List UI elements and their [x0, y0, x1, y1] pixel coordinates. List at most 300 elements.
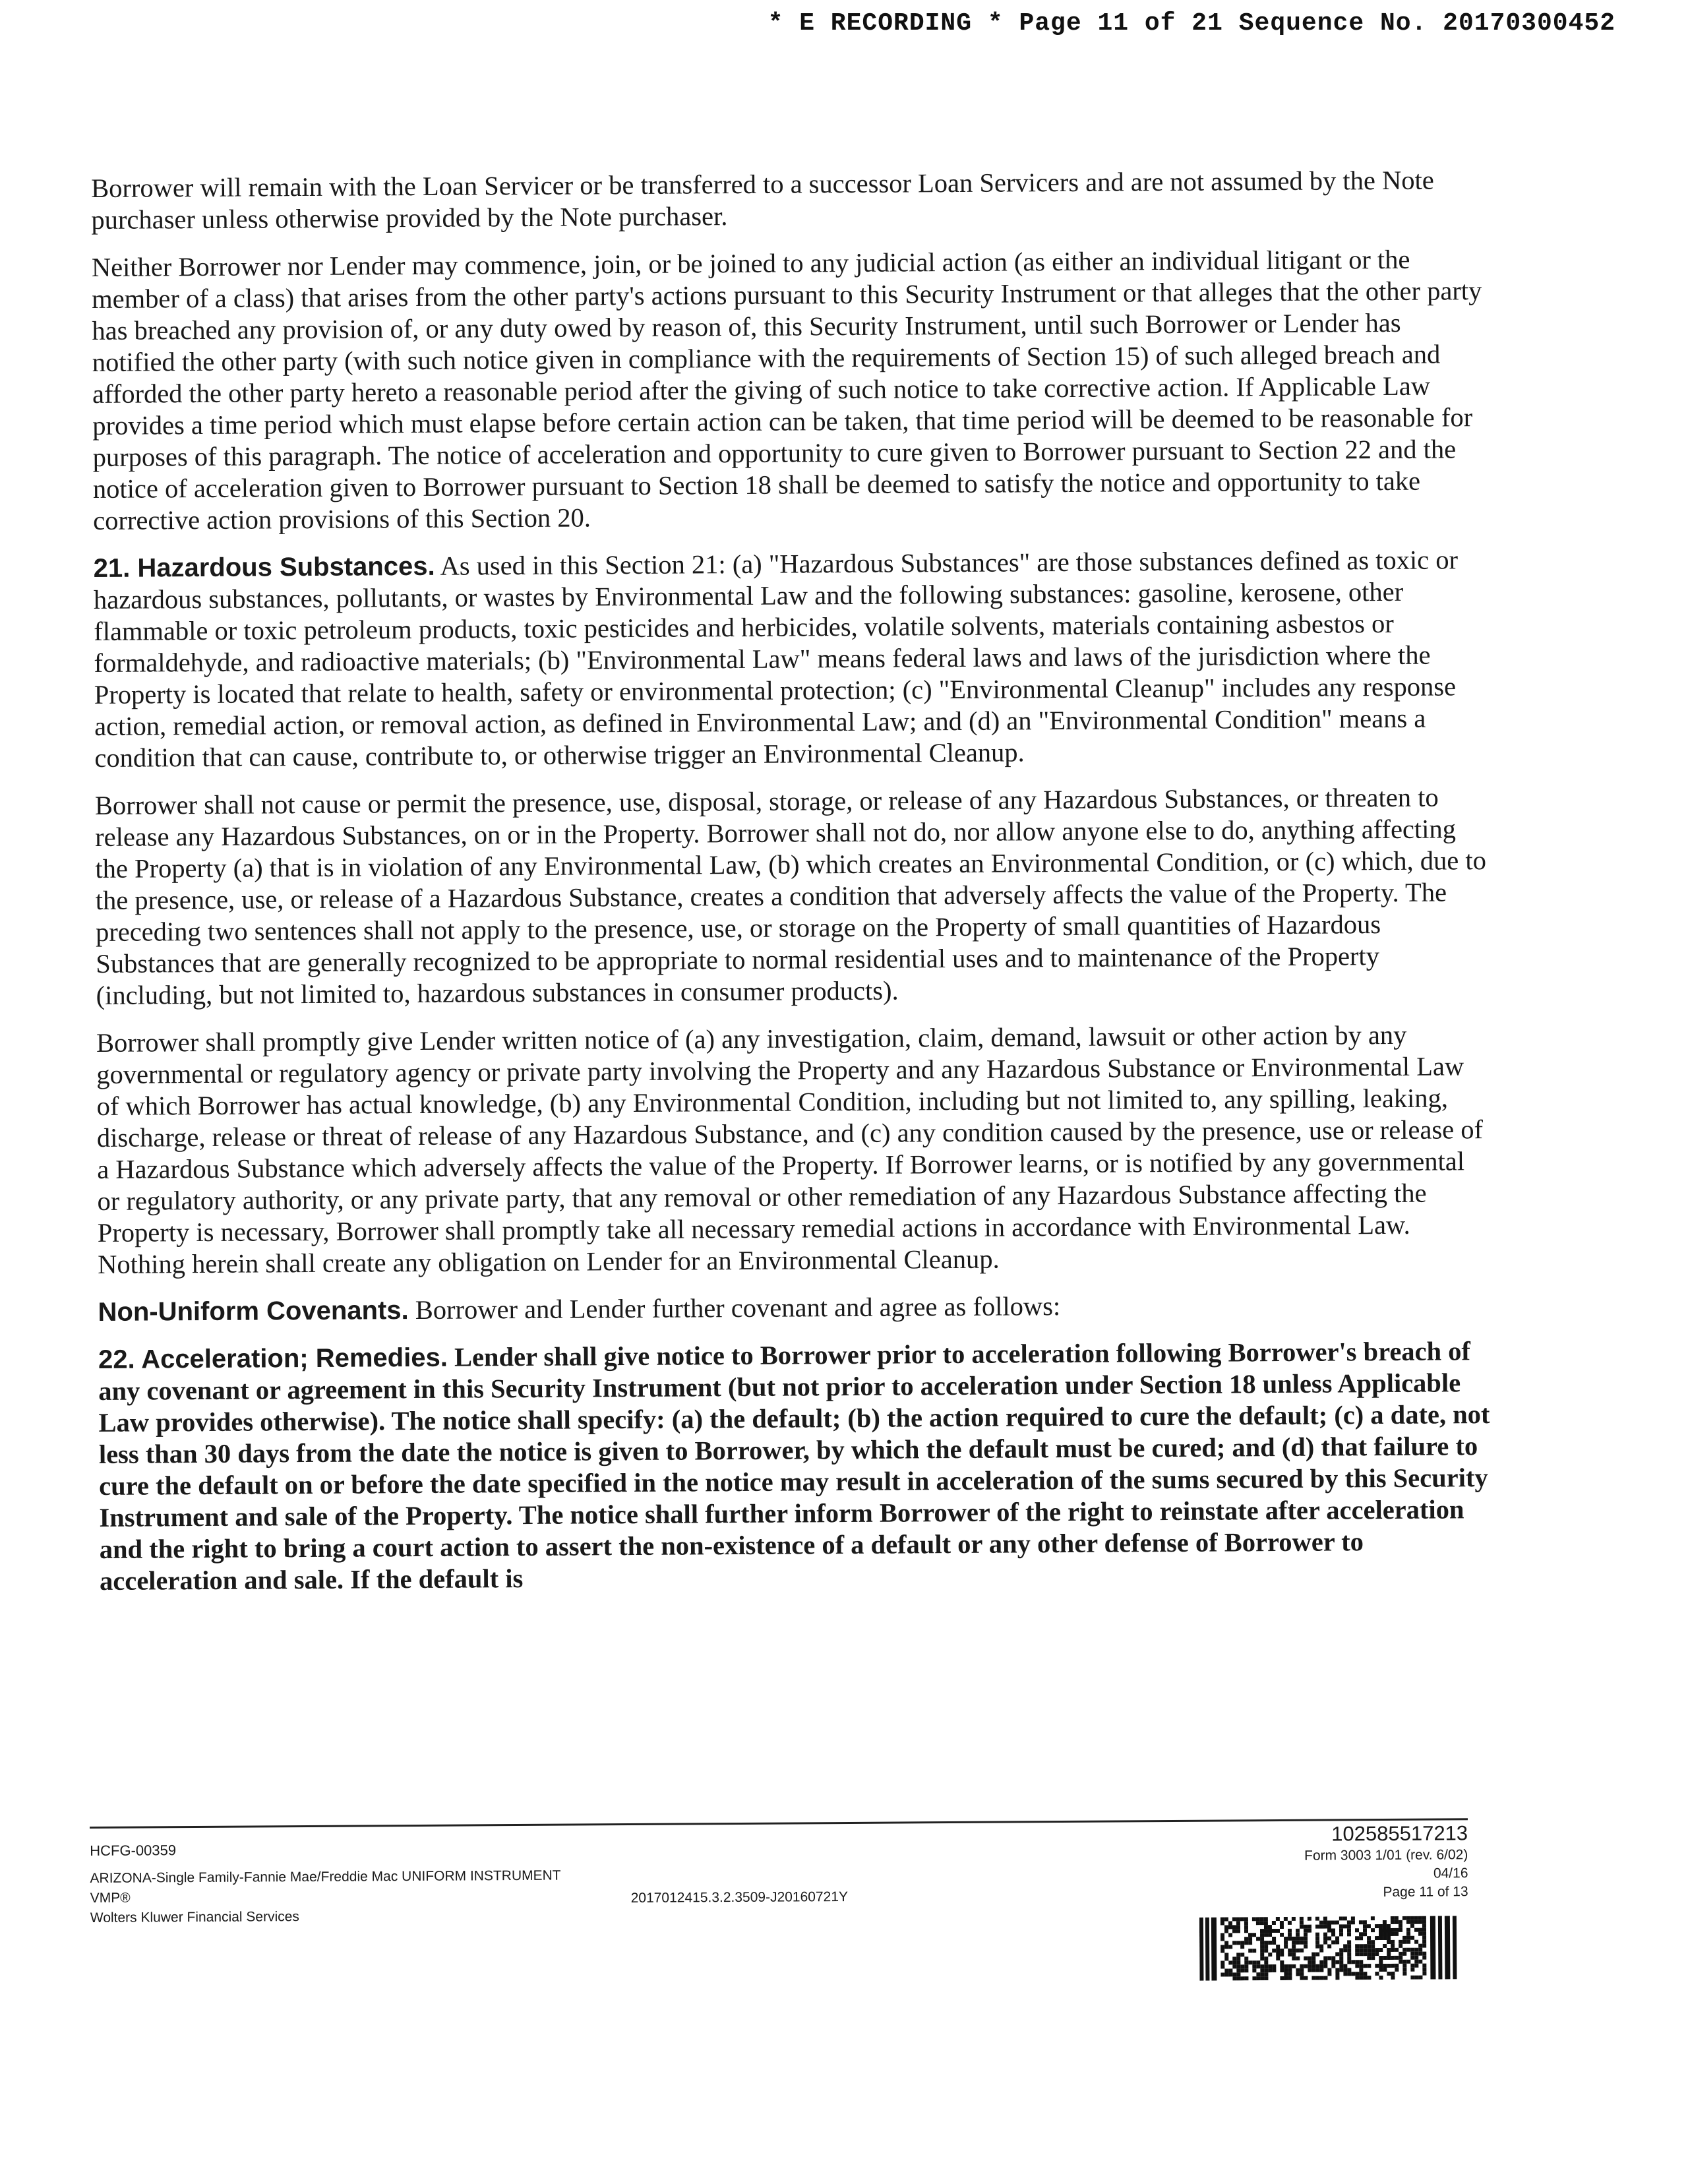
- barcode-cell: [1268, 1964, 1272, 1968]
- barcode-cell: [1383, 1968, 1387, 1972]
- barcode-cell: [1347, 1924, 1351, 1928]
- barcode-cell: [1240, 1941, 1244, 1945]
- page-number: Page 11 of 13: [1383, 1884, 1468, 1900]
- barcode-cell: [1260, 1957, 1264, 1960]
- barcode-cell: [1422, 1936, 1426, 1940]
- barcode-cell: [1410, 1916, 1414, 1920]
- barcode-cell: [1292, 1957, 1296, 1960]
- barcode-bar: [1211, 1918, 1217, 1981]
- barcode-cell: [1371, 1944, 1375, 1948]
- barcode-cell: [1221, 1960, 1224, 1964]
- barcode-cell: [1224, 1941, 1228, 1945]
- barcode-cell: [1228, 1921, 1232, 1925]
- barcode-cell: [1375, 1972, 1379, 1976]
- barcode-cell: [1391, 1928, 1395, 1932]
- barcode-cell: [1355, 1964, 1359, 1968]
- barcode-cell: [1280, 1976, 1284, 1980]
- barcode-cell: [1406, 1936, 1410, 1940]
- form-code: HCFG-00359: [90, 1842, 177, 1859]
- barcode-cell: [1402, 1972, 1406, 1976]
- barcode-cell: [1248, 1960, 1252, 1964]
- barcode-cell: [1331, 1956, 1335, 1960]
- barcode-cell: [1280, 1953, 1284, 1957]
- barcode-cell: [1363, 1928, 1367, 1932]
- barcode-cell: [1300, 1964, 1304, 1968]
- barcode-cell: [1284, 1937, 1288, 1941]
- barcode-cell: [1304, 1945, 1308, 1949]
- barcode-cell: [1387, 1972, 1391, 1976]
- barcode-cell: [1292, 1937, 1296, 1941]
- barcode-cell: [1232, 1917, 1236, 1921]
- barcode-cell: [1343, 1964, 1347, 1968]
- section-22: [98, 1335, 1491, 1597]
- barcode-cell: [1379, 1964, 1383, 1968]
- barcode-cell: [1339, 1948, 1343, 1952]
- paragraph-borrower-shall-not: Borrower shall not cause or permit the presence, use, disposal, storage, or release of any Hazardous Substances, or threaten to release any Hazardous Substances, on or in the Property. Borrower shall not do, nor allow anyone else to do, anything affecting the Property (a) that is in violation of any Environmental Law, (b) which creates an Environmental Condition, or (c) which, due to the presence, use, or release of a Hazardous Substance, creates a condition that adversely affects the value of the Property. The preceding two sentences shall not apply to the presence, use, or storage on the Property of small quantities of Hazardous Substances that are generally recognized to be appropriate to normal residential uses and to maintenance of the Property (including, but not limited to, hazardous substances in consumer products).: [94, 782, 1487, 1010]
- barcode-cell: [1422, 1940, 1426, 1944]
- barcode-cell: [1323, 1921, 1327, 1925]
- barcode-cell: [1224, 1972, 1228, 1976]
- barcode-cell: [1418, 1916, 1422, 1920]
- barcode-cell: [1395, 1916, 1399, 1920]
- barcode-cell: [1224, 1929, 1228, 1933]
- barcode-cell: [1232, 1957, 1236, 1960]
- barcode-cell: [1319, 1945, 1323, 1949]
- barcode-cell: [1323, 1917, 1327, 1921]
- barcode-bar: [1453, 1916, 1457, 1979]
- barcode-cell: [1300, 1949, 1304, 1953]
- barcode-cell: [1296, 1957, 1300, 1960]
- barcode-cell: [1391, 1964, 1395, 1968]
- barcode-cell: [1367, 1940, 1371, 1944]
- document-body: [91, 164, 1491, 1613]
- barcode-cell: [1308, 1917, 1311, 1921]
- barcode-cell: [1256, 1972, 1260, 1976]
- publisher-name: Wolters Kluwer Financial Services: [90, 1909, 299, 1926]
- barcode-cell: [1221, 1964, 1224, 1968]
- barcode-cell: [1387, 1940, 1391, 1944]
- barcode-cell: [1418, 1944, 1422, 1948]
- barcode-cell: [1402, 1936, 1406, 1940]
- barcode-cell: [1236, 1972, 1240, 1976]
- barcode-cell: [1422, 1928, 1426, 1932]
- barcode-cell: [1383, 1924, 1387, 1928]
- barcode-cell: [1248, 1949, 1252, 1953]
- barcode-cell: [1256, 1917, 1260, 1921]
- barcode-cell: [1284, 1968, 1288, 1972]
- barcode-cell: [1410, 1968, 1414, 1972]
- barcode-cell: [1414, 1920, 1418, 1924]
- barcode-cell: [1391, 1976, 1395, 1980]
- barcode-image: [1199, 1916, 1469, 1980]
- barcode-cell: [1276, 1949, 1280, 1953]
- barcode-cell: [1260, 1949, 1264, 1953]
- barcode-cell: [1308, 1964, 1311, 1968]
- barcode-cell: [1308, 1968, 1311, 1972]
- barcode-cell: [1311, 1964, 1315, 1968]
- barcode-cell: [1402, 1948, 1406, 1952]
- barcode-cell: [1315, 1937, 1319, 1941]
- barcode-cell: [1367, 1924, 1371, 1928]
- barcode-cell: [1228, 1972, 1232, 1976]
- barcode-cell: [1335, 1952, 1339, 1956]
- barcode-cell: [1363, 1944, 1367, 1948]
- barcode-cell: [1228, 1968, 1232, 1972]
- barcode-cell: [1379, 1976, 1383, 1980]
- barcode-cell: [1221, 1945, 1224, 1949]
- barcode-cell: [1260, 1972, 1264, 1976]
- barcode-cell: [1387, 1924, 1391, 1928]
- barcode-cell: [1311, 1976, 1315, 1980]
- barcode-cell: [1315, 1941, 1319, 1945]
- barcode-cell: [1406, 1916, 1410, 1920]
- barcode-cell: [1367, 1976, 1371, 1980]
- barcode-cell: [1315, 1945, 1319, 1949]
- barcode-cell: [1260, 1937, 1264, 1941]
- barcode-cell: [1414, 1964, 1418, 1968]
- barcode-cell: [1292, 1941, 1296, 1945]
- barcode-cell: [1304, 1941, 1308, 1945]
- paragraph-judicial-action: Neither Borrower nor Lender may commence, join, or be joined to any judicial action (as either an individual litigant or the member of a class) that arises from the other party's actions pursuant to this Security Instrument or that alleges that the other party has breached any provision of, or any duty owed by reason of, this Security Instrument, until such Borrower or Lender has notified the other party (with such notice given in compliance with the requirements of Section 15) of such alleged breach and afforded the other party hereto a reasonable period after the giving of such notice to take corrective action. If Applicable Law provides a time period which must elapse before certain action can be taken, that time period will be deemed to be reasonable for purposes of this paragraph. The notice of acceleration and opportunity to cure given to Borrower pursuant to Section 22 and the notice of acceleration given to Borrower pursuant to Section 18 shall be deemed to satisfy the notice and opportunity to take corrective action provisions of this Section 20.: [91, 244, 1482, 535]
- barcode-cell: [1264, 1933, 1268, 1937]
- barcode-cell: [1387, 1948, 1391, 1952]
- barcode-bar: [1430, 1916, 1436, 1980]
- barcode-cell: [1296, 1972, 1300, 1976]
- barcode-cell: [1414, 1976, 1418, 1980]
- barcode-cell: [1300, 1937, 1304, 1941]
- barcode-cell: [1268, 1941, 1272, 1945]
- barcode-cell: [1276, 1929, 1280, 1933]
- barcode-cell: [1288, 1953, 1292, 1957]
- barcode-cell: [1304, 1976, 1308, 1980]
- barcode-cell: [1260, 1964, 1264, 1968]
- barcode-cell: [1221, 1972, 1224, 1976]
- barcode-cell: [1359, 1952, 1363, 1956]
- barcode-cell: [1260, 1968, 1264, 1972]
- non-uniform-heading: Non-Uniform Covenants.: [98, 1296, 409, 1327]
- barcode-cell: [1260, 1917, 1264, 1921]
- barcode-cell: [1264, 1960, 1268, 1964]
- barcode-cell: [1268, 1953, 1272, 1957]
- barcode-cell: [1319, 1960, 1323, 1964]
- barcode-cell: [1399, 1956, 1402, 1960]
- barcode-cell: [1399, 1924, 1402, 1928]
- barcode-cell: [1248, 1933, 1252, 1937]
- barcode-cell: [1323, 1957, 1327, 1960]
- barcode-cell: [1232, 1976, 1236, 1980]
- barcode-cell: [1335, 1936, 1339, 1940]
- barcode-cell: [1422, 1952, 1426, 1956]
- barcode-cell: [1327, 1968, 1331, 1972]
- barcode-cell: [1284, 1964, 1288, 1968]
- footer-form-number: [1304, 1821, 1468, 1902]
- barcode-cell: [1335, 1960, 1339, 1964]
- barcode-cell: [1284, 1941, 1288, 1945]
- barcode-cell: [1280, 1925, 1284, 1929]
- barcode-cell: [1232, 1960, 1236, 1964]
- barcode-cell: [1339, 1968, 1343, 1972]
- barcode-cell: [1402, 1964, 1406, 1968]
- barcode-cell: [1359, 1968, 1363, 1972]
- barcode-cell: [1347, 1952, 1351, 1956]
- barcode-cell: [1375, 1964, 1379, 1968]
- barcode-cell: [1244, 1921, 1248, 1925]
- barcode-cell: [1268, 1968, 1272, 1972]
- barcode-cell: [1367, 1952, 1371, 1956]
- barcode-cell: [1355, 1936, 1359, 1940]
- barcode-cell: [1339, 1924, 1343, 1928]
- barcode-cell: [1359, 1972, 1363, 1976]
- barcode-cell: [1363, 1948, 1367, 1952]
- barcode-cell: [1406, 1940, 1410, 1944]
- barcode-cell: [1300, 1925, 1304, 1929]
- barcode-cell: [1414, 1956, 1418, 1960]
- barcode-cell: [1399, 1928, 1402, 1932]
- barcode-bar: [1438, 1916, 1443, 1979]
- barcode-cell: [1395, 1956, 1399, 1960]
- barcode-cell: [1276, 1957, 1280, 1960]
- barcode-cell: [1288, 1972, 1292, 1976]
- barcode-cell: [1383, 1920, 1387, 1924]
- barcode-cell: [1395, 1968, 1399, 1972]
- barcode-cell: [1244, 1957, 1248, 1960]
- barcode-cell: [1323, 1925, 1327, 1929]
- barcode-cell: [1288, 1937, 1292, 1941]
- barcode-cell: [1410, 1920, 1414, 1924]
- barcode-cell: [1256, 1964, 1260, 1968]
- barcode-cell: [1387, 1952, 1391, 1956]
- barcode-cell: [1264, 1925, 1268, 1929]
- barcode-cell: [1410, 1948, 1414, 1952]
- barcode-cell: [1236, 1953, 1240, 1957]
- barcode-cell: [1410, 1964, 1414, 1968]
- barcode-cell: [1311, 1957, 1315, 1960]
- barcode-cell: [1399, 1940, 1402, 1944]
- barcode-cell: [1327, 1972, 1331, 1976]
- barcode-cell: [1339, 1956, 1343, 1960]
- barcode-cell: [1248, 1937, 1252, 1941]
- barcode-cell: [1296, 1933, 1300, 1937]
- barcode-cell: [1288, 1921, 1292, 1925]
- barcode-cell: [1422, 1972, 1426, 1976]
- barcode-cell: [1402, 1960, 1406, 1964]
- barcode-cell: [1292, 1945, 1296, 1949]
- barcode-cell: [1418, 1928, 1422, 1932]
- barcode-cell: [1300, 1976, 1304, 1980]
- barcode-cell: [1347, 1960, 1351, 1964]
- loan-number: 102585517213: [1331, 1821, 1468, 1846]
- barcode-cell: [1331, 1928, 1335, 1932]
- barcode-cell: [1422, 1944, 1426, 1948]
- barcode-cell: [1347, 1928, 1351, 1932]
- barcode-cell: [1395, 1928, 1399, 1932]
- barcode-cell: [1228, 1933, 1232, 1937]
- barcode-cell: [1355, 1976, 1359, 1980]
- barcode-cell: [1351, 1920, 1355, 1924]
- barcode-cell: [1292, 1917, 1296, 1921]
- barcode-cell: [1367, 1956, 1371, 1960]
- barcode-cell: [1315, 1953, 1319, 1957]
- barcode-cell: [1323, 1937, 1327, 1941]
- document-code: 2017012415.3.2.3509-J20160721Y: [630, 1889, 849, 1906]
- barcode-cell: [1240, 1953, 1244, 1957]
- barcode-cell: [1284, 1972, 1288, 1976]
- barcode-cell: [1296, 1941, 1300, 1945]
- barcode-cell: [1244, 1925, 1248, 1929]
- barcode-cell: [1221, 1949, 1224, 1953]
- barcode-cell: [1359, 1936, 1363, 1940]
- barcode-cell: [1363, 1932, 1367, 1936]
- barcode-cell: [1304, 1964, 1308, 1968]
- barcode-cell: [1315, 1968, 1319, 1972]
- barcode-cell: [1379, 1928, 1383, 1932]
- vmp-mark: VMP®: [90, 1890, 131, 1906]
- section-22-text: Lender shall give notice to Borrower prior to acceleration following Borrower's breach of any covenant or agreement in this Security Instrument (but not prior to acceleration under Section 18 unless Applicable Law provides otherwise). The notice shall specify: (a) the default; (b) the action required to cure the default; (c) a date, not less than 30 days from the date the notice is given to Borrower, by which the default must be cured; and (d) that failure to cure the default on or before the date specified in the notice may result in acceleration of the sums secured by this Security Instrument and sale of the Property. The notice shall further inform Borrower of the right to reinstate after acceleration and the right to bring a court action to assert the non-existence of a default or any other defense of Borrower to acceleration and sale. If the default is: [98, 1336, 1490, 1596]
- barcode-cell: [1315, 1964, 1319, 1968]
- barcode-cell: [1391, 1932, 1395, 1936]
- barcode-cell: [1300, 1968, 1304, 1972]
- barcode-cell: [1252, 1933, 1256, 1937]
- barcode-cell: [1288, 1964, 1292, 1968]
- barcode-cell: [1272, 1941, 1276, 1945]
- barcode-cell: [1268, 1929, 1272, 1933]
- barcode-cell: [1406, 1920, 1410, 1924]
- section-21-heading: 21. Hazardous Substances.: [93, 551, 435, 583]
- barcode-cell: [1335, 1920, 1339, 1924]
- barcode-cell: [1311, 1960, 1315, 1964]
- barcode-cell: [1236, 1964, 1240, 1968]
- barcode-cell: [1240, 1945, 1244, 1949]
- barcode-cell: [1280, 1933, 1284, 1937]
- barcode-cell: [1308, 1925, 1311, 1929]
- barcode-cell: [1296, 1968, 1300, 1972]
- barcode-cell: [1383, 1932, 1387, 1936]
- barcode-cell: [1371, 1940, 1375, 1944]
- barcode-cell: [1292, 1964, 1296, 1968]
- barcode-cell: [1284, 1917, 1288, 1921]
- barcode-cell: [1414, 1940, 1418, 1944]
- barcode-cell: [1335, 1940, 1339, 1944]
- barcode-cell: [1240, 1968, 1244, 1972]
- barcode-cell: [1363, 1924, 1367, 1928]
- barcode-cell: [1256, 1976, 1260, 1980]
- non-uniform-covenants: [98, 1288, 1489, 1328]
- barcode-cell: [1280, 1960, 1284, 1964]
- barcode-cell: [1272, 1937, 1276, 1941]
- barcode-cell: [1363, 1920, 1367, 1924]
- barcode-cell: [1339, 1952, 1343, 1956]
- barcode-cell: [1347, 1944, 1351, 1948]
- barcode-cell: [1288, 1968, 1292, 1972]
- barcode-cell: [1260, 1945, 1264, 1949]
- barcode-cell: [1383, 1944, 1387, 1948]
- barcode-cell: [1224, 1953, 1228, 1957]
- barcode-cell: [1272, 1964, 1276, 1968]
- barcode-cell: [1304, 1933, 1308, 1937]
- barcode-cell: [1343, 1968, 1347, 1972]
- barcode-cell: [1323, 1976, 1327, 1980]
- barcode-cell: [1410, 1956, 1414, 1960]
- barcode-cell: [1355, 1960, 1359, 1964]
- barcode-cell: [1399, 1944, 1402, 1948]
- barcode-cell: [1232, 1964, 1236, 1968]
- barcode-cell: [1367, 1948, 1371, 1952]
- barcode-cell: [1406, 1932, 1410, 1936]
- barcode-cell: [1292, 1953, 1296, 1957]
- barcode-cell: [1331, 1920, 1335, 1924]
- barcode-cell: [1304, 1957, 1308, 1960]
- barcode-cell: [1391, 1956, 1395, 1960]
- barcode-cell: [1359, 1976, 1363, 1980]
- barcode-cell: [1402, 1916, 1406, 1920]
- barcode-cell: [1327, 1921, 1331, 1925]
- non-uniform-text: Borrower and Lender further covenant and agree as follows:: [415, 1291, 1061, 1325]
- barcode-cell: [1371, 1948, 1375, 1952]
- barcode-cell: [1260, 1976, 1264, 1980]
- barcode-cell: [1363, 1976, 1367, 1980]
- barcode-cell: [1367, 1944, 1371, 1948]
- barcode-cell: [1347, 1920, 1351, 1924]
- barcode-cell: [1339, 1932, 1343, 1936]
- barcode-cell: [1395, 1948, 1399, 1952]
- barcode-cell: [1252, 1968, 1256, 1972]
- barcode-cell: [1351, 1972, 1355, 1976]
- barcode-cell: [1379, 1948, 1383, 1952]
- barcode-cell: [1228, 1925, 1232, 1929]
- barcode-cell: [1288, 1933, 1292, 1937]
- barcode-cell: [1288, 1976, 1292, 1980]
- barcode-cell: [1402, 1968, 1406, 1972]
- barcode-cell: [1260, 1941, 1264, 1945]
- barcode-cell: [1335, 1968, 1339, 1972]
- barcode-cell: [1280, 1921, 1284, 1925]
- barcode-cell: [1232, 1925, 1236, 1929]
- barcode-cell: [1236, 1925, 1240, 1929]
- barcode-cell: [1232, 1972, 1236, 1976]
- barcode-cell: [1315, 1933, 1319, 1937]
- barcode-cell: [1335, 1972, 1339, 1976]
- barcode-cell: [1232, 1929, 1236, 1933]
- barcode-cell: [1406, 1928, 1410, 1932]
- barcode-cell: [1268, 1933, 1272, 1937]
- barcode-cell: [1315, 1917, 1319, 1921]
- barcode-cell: [1315, 1925, 1319, 1929]
- barcode-cell: [1252, 1960, 1256, 1964]
- barcode-cell: [1347, 1932, 1351, 1936]
- barcode-cell: [1260, 1929, 1264, 1933]
- barcode-cell: [1304, 1929, 1308, 1933]
- barcode-cell: [1339, 1916, 1343, 1920]
- barcode-cell: [1308, 1960, 1311, 1964]
- barcode-cell: [1252, 1964, 1256, 1968]
- barcode-cell: [1256, 1960, 1260, 1964]
- barcode-cell: [1256, 1937, 1260, 1941]
- barcode-cell: [1244, 1960, 1248, 1964]
- barcode-cell: [1418, 1948, 1422, 1952]
- barcode-cell: [1244, 1968, 1248, 1972]
- barcode-cell: [1260, 1953, 1264, 1957]
- barcode-cell: [1224, 1917, 1228, 1921]
- barcode-cell: [1228, 1960, 1232, 1964]
- barcode-cell: [1402, 1940, 1406, 1944]
- barcode-cell: [1296, 1929, 1300, 1933]
- barcode-cell: [1379, 1968, 1383, 1972]
- instrument-title: ARIZONA-Single Family-Fannie Mae/Freddie Mac UNIFORM INSTRUMENT: [90, 1867, 561, 1886]
- barcode-cell: [1418, 1960, 1422, 1964]
- barcode-cell: [1236, 1921, 1240, 1925]
- barcode-cell: [1264, 1949, 1268, 1953]
- barcode-cell: [1300, 1917, 1304, 1921]
